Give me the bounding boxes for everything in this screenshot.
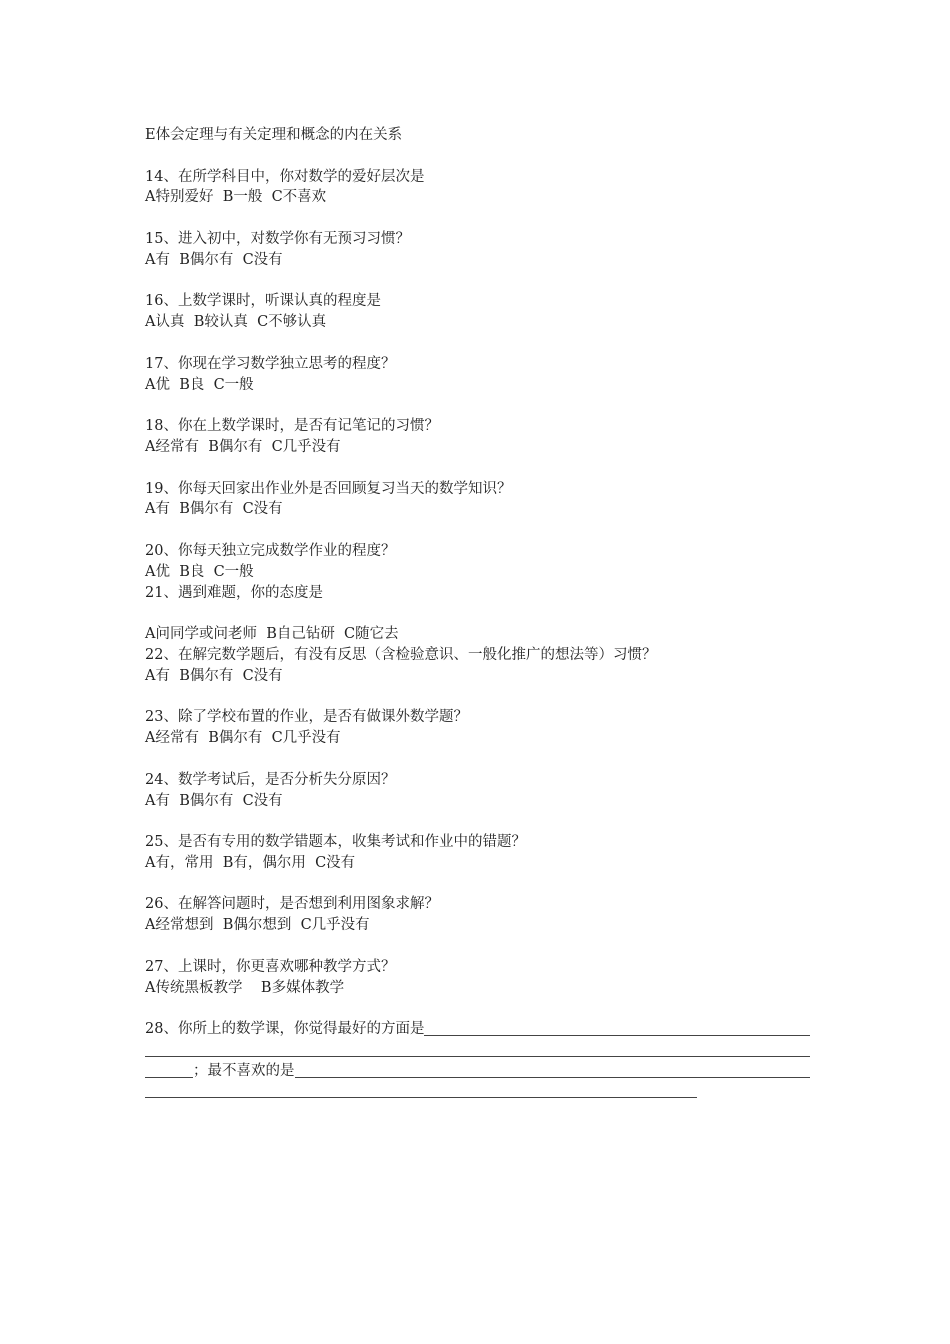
answer-options-15: A有 B偶尔有 C没有 — [145, 251, 283, 268]
question-24: 24、数学考试后，是否分析失分原因？ — [145, 771, 396, 788]
question-20: 20、你每天独立完成数学作业的程度？ — [145, 542, 396, 559]
spacer — [145, 520, 810, 541]
spacer — [145, 687, 810, 708]
question-15: 15、进入初中，对数学你有无预习习惯？ — [145, 230, 410, 247]
spacer — [145, 208, 810, 229]
answer-options-17: A优 B良 C一般 — [145, 376, 254, 393]
answer-blank-best-continued[interactable] — [145, 1040, 810, 1061]
question-18: 18、你在上数学课时，是否有记笔记的习惯？ — [145, 418, 439, 435]
answer-blank-best-end[interactable] — [145, 1062, 193, 1078]
answer-options-14: A特别爱好 B一般 C不喜欢 — [145, 189, 327, 206]
spacer — [145, 603, 810, 624]
spacer — [145, 874, 810, 895]
question-28 — [145, 1019, 810, 1040]
answer-options-25: A有，常用 B有，偶尔用 C没有 — [145, 854, 356, 871]
spacer — [145, 395, 810, 416]
answer-blank-least-liked-continued[interactable] — [145, 1082, 810, 1103]
spacer — [145, 749, 810, 770]
answer-options-27: A传统黑板教学 B多媒体教学 — [145, 979, 345, 996]
answer-options-24: A有 B偶尔有 C没有 — [145, 792, 283, 809]
answer-options-21: A问同学或问老师 B自己钻研 C随它去 — [145, 626, 399, 643]
spacer — [145, 936, 810, 957]
question-26: 26、在解答问题时，是否想到利用图象求解？ — [145, 896, 439, 913]
question-21: 21、遇到难题，你的态度是 — [145, 584, 323, 601]
answer-options-18: A经常有 B偶尔有 C几乎没有 — [145, 438, 341, 455]
answer-blank-best[interactable] — [424, 1020, 810, 1036]
answer-blank-least-liked[interactable] — [295, 1062, 811, 1078]
question-27: 27、上课时，你更喜欢哪种教学方式？ — [145, 958, 396, 975]
question-14: 14、在所学科目中，你对数学的爱好层次是 — [145, 168, 425, 185]
question-25: 25、是否有专用的数学错题本，收集考试和作业中的错题？ — [145, 834, 526, 851]
question-28-second-part — [145, 1061, 810, 1082]
question-28-middle: ；最不喜欢的是 — [193, 1062, 295, 1079]
spacer — [145, 271, 810, 292]
answer-options-23: A经常有 B偶尔有 C几乎没有 — [145, 730, 341, 747]
answer-options-22: A有 B偶尔有 C没有 — [145, 667, 283, 684]
spacer — [145, 333, 810, 354]
answer-options-16: A认真 B较认真 C不够认真 — [145, 314, 327, 331]
spacer — [145, 458, 810, 479]
answer-options-26: A经常想到 B偶尔想到 C几乎没有 — [145, 917, 370, 934]
spacer — [145, 998, 810, 1019]
question-16: 16、上数学课时，听课认真的程度是 — [145, 293, 381, 310]
question-19: 19、你每天回家出作业外是否回顾复习当天的数学知识？ — [145, 480, 512, 497]
question-17: 17、你现在学习数学独立思考的程度？ — [145, 355, 396, 372]
questionnaire-body — [145, 125, 810, 1102]
question-28-prefix: 28、你所上的数学课，你觉得最好的方面是 — [145, 1021, 425, 1038]
answer-options-19: A有 B偶尔有 C没有 — [145, 501, 283, 518]
answer-options-20: A优 B良 C一般 — [145, 563, 254, 580]
intro-line: E体会定理与有关定理和概念的内在关系 — [145, 127, 403, 143]
spacer — [145, 811, 810, 832]
spacer — [145, 146, 810, 167]
question-23: 23、除了学校布置的作业，是否有做课外数学题？ — [145, 709, 468, 726]
question-22: 22、在解完数学题后，有没有反思（含检验意识、一般化推广的想法等）习惯？ — [145, 646, 657, 663]
